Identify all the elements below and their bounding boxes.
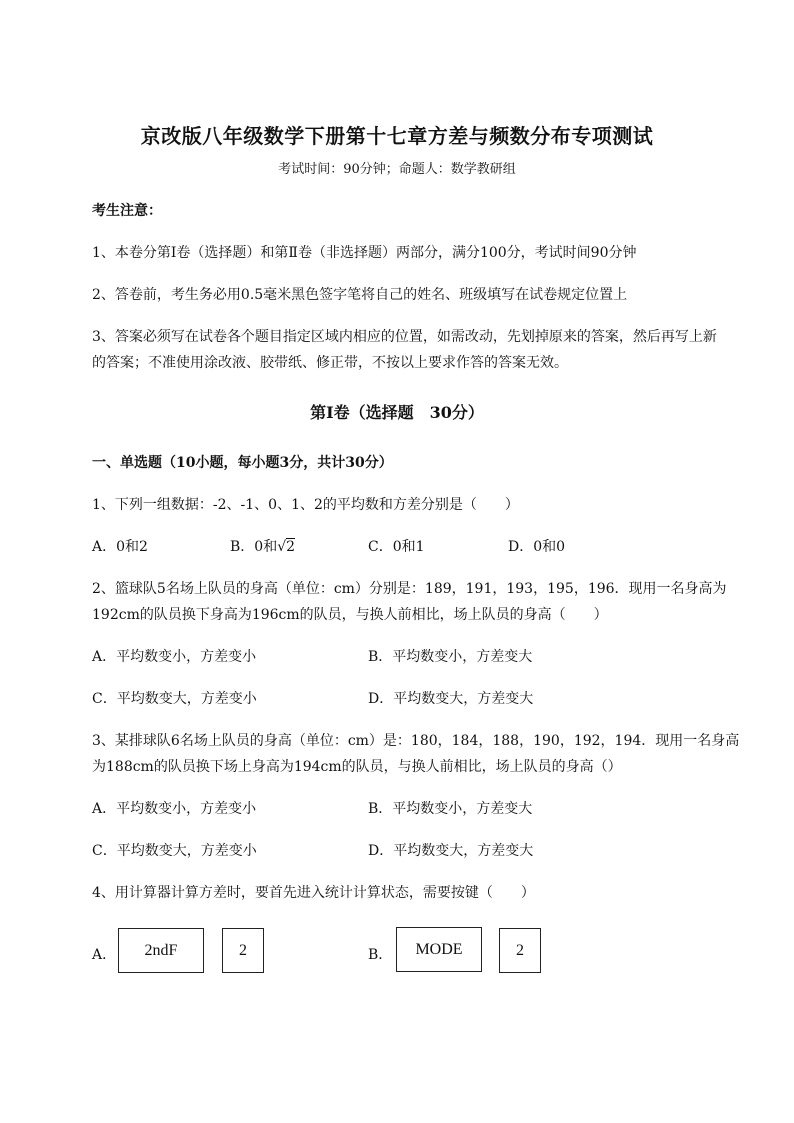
q1-option-c: C．0和1 [368,539,425,555]
q4-option-b-label: B． [368,947,393,963]
sqrt-symbol: √2 [277,539,296,555]
q1-option-b [230,536,295,556]
q2-stem-line1: 2、篮球队5名场上队员的身高（单位：cm）分别是：189，191，193，195，196．现用一名身高为 [92,581,727,597]
q1-option-b-radicand: 2 [286,539,296,555]
q3-option-b: B．平均数变小，方差变大 [368,801,533,817]
q1-option-b-prefix: B．0和 [230,539,278,555]
note-item-3: 3、答案必须写在试卷各个题目指定区域内相应的位置，如需改动，先划掉原来的答案，然后再写上新 [92,329,717,345]
section-title: 第I卷（选择题 30分） [310,403,484,422]
exam-subtitle: 考试时间：90分钟；命题人：数学教研组 [278,162,516,177]
q2-option-c: C．平均数变大，方差变小 [92,691,257,707]
q3-option-c: C．平均数变大，方差变小 [92,843,257,859]
q3-stem-line1: 3、某排球队6名场上队员的身高（单位：cm）是：180，184，188，190，192，194．现用一名身高 [92,733,740,749]
q4-stem: 4、用计算器计算方差时，要首先进入统计计算状态，需要按键（ ） [92,885,535,901]
part-heading: 一、单选题（10小题，每小题3分，共计30分） [92,455,393,471]
q1-stem: 1、下列一组数据：-2、-1、0、1、2的平均数和方差分别是（ ） [92,497,519,513]
q3-option-a: A．平均数变小，方差变小 [92,801,257,817]
q1-option-d: D．0和0 [508,539,566,555]
notes-heading: 考生注意： [92,203,162,219]
exam-title: 京改版八年级数学下册第十七章方差与频数分布专项测试 [140,124,654,148]
q2-stem-line2: 192cm的队员换下身高为196cm的队员，与换人前相比，场上队员的身高（ ） [92,607,608,623]
note-item-1: 1、本卷分第I卷（选择题）和第Ⅱ卷（非选择题）两部分，满分100分，考试时间90分钟 [92,245,637,261]
q3-stem-line2: 为188cm的队员换下场上身高为194cm的队员，与换人前相比，场上队员的身高（） [92,759,622,775]
q4-option-b-key-mode: MODE [396,927,482,972]
q4-option-a-label: A． [92,947,117,963]
q4-option-a-key-2: 2 [222,928,264,973]
q2-option-d: D．平均数变大，方差变大 [368,691,534,707]
q2-option-a: A．平均数变小，方差变小 [92,649,257,665]
note-item-3-continued: 的答案；不准使用涂改液、胶带纸、修正带，不按以上要求作答的答案无效。 [92,355,568,371]
q4-option-a-key-2ndf: 2ndF [118,928,204,973]
q2-option-b: B．平均数变小，方差变大 [368,649,533,665]
q3-option-d: D．平均数变大，方差变大 [368,843,534,859]
q4-option-b-key-2: 2 [499,928,541,973]
note-item-2: 2、答卷前，考生务必用0.5毫米黑色签字笔将自己的姓名、班级填写在试卷规定位置上 [92,287,628,303]
q1-option-a: A．0和2 [92,539,148,555]
